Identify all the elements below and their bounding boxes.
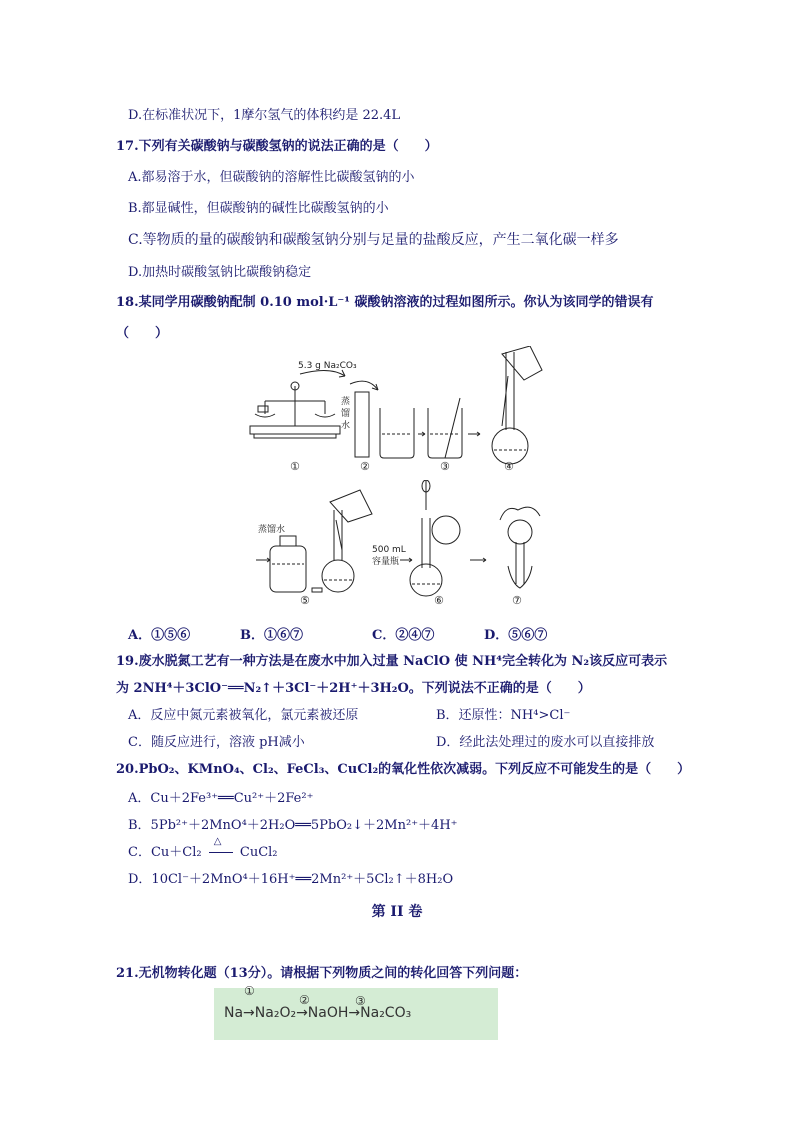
q17-option-d: D.加热时碳酸氢钠比碳酸钠稳定 (128, 265, 312, 280)
reaction-line (209, 852, 233, 853)
flask-name-label: 容量瓶 (372, 557, 400, 567)
step-2-label: ② (360, 460, 370, 473)
q18-option-b: B．①⑥⑦ (240, 628, 303, 643)
q20-option-a: A．Cu＋2Fe³⁺══Cu²⁺＋2Fe²⁺ (128, 791, 314, 806)
q19-option-d: D．经此法处理过的废水可以直接排放 (436, 735, 655, 750)
step-1-label: ① (290, 460, 300, 473)
q20-stem: 20.PbO₂、KMnO₄、Cl₂、FeCl₃、CuCl₂的氧化性依次减弱。下列反应不可能发生的是（ ） (116, 762, 691, 777)
q20-option-b: B．5Pb²⁺＋2MnO⁴＋2H₂O══5PbO₂↓＋2Mn²⁺＋4H⁺ (128, 818, 458, 833)
step-marker-1: ① (244, 984, 255, 998)
conversion-chain: Na→Na₂O₂→NaOH→Na₂CO₃ (224, 1005, 412, 1021)
na2co3-label: 5.3 g Na₂CO₃ (298, 361, 357, 371)
flask-volume-label: 500 mL (372, 545, 406, 555)
q19-stem: 19.废水脱氮工艺有一种方法是在废水中加入过量 NaClO 使 NH⁴完全转化为 N₂该反应可表示 (116, 654, 668, 669)
q17-stem: 17.下列有关碳酸钠与碳酸氢钠的说法正确的是（ ） (116, 139, 438, 154)
q18-stem-blank: （ ） (116, 326, 169, 341)
q20-option-d: D．10Cl⁻＋2MnO⁴＋16H⁺══2Mn²⁺＋5Cl₂↑＋8H₂O (128, 872, 454, 887)
q18-option-c: C．②④⑦ (372, 628, 435, 643)
step-marker-3: ③ (355, 994, 366, 1008)
svg-text:水: 水 (341, 421, 351, 431)
q21-stem: 21.无机物转化题（13分）。请根据下列物质之间的转化回答下列问题： (116, 966, 528, 981)
step-3-label: ③ (440, 460, 450, 473)
svg-text:馏: 馏 (341, 409, 351, 419)
q19-option-a: A．反应中氮元素被氧化，氯元素被还原 (128, 708, 359, 723)
q17-option-b: B.都显碱性，但碳酸钠的碱性比碳酸氢钠的小 (128, 201, 389, 216)
q19-equation: 为 2NH⁴＋3ClO⁻══N₂↑＋3Cl⁻＋2H⁺＋3H₂O。下列说法不正确的是（ ） (116, 681, 591, 696)
q18-option-a: A．①⑤⑥ (128, 628, 191, 643)
q19-option-b: B．还原性：NH⁴>Cl⁻ (436, 708, 571, 723)
step-4-label: ④ (504, 460, 514, 473)
q19-option-c: C．随反应进行，溶液 pH减小 (128, 735, 305, 750)
q20-option-c (128, 836, 278, 860)
q17-option-a: A.都易溶于水，但碳酸钠的溶解性比碳酸氢钠的小 (128, 170, 415, 185)
q20-c-reactants: C．Cu＋Cl₂ (128, 845, 202, 860)
water-label-1: 蒸 (341, 397, 351, 407)
q18-figure-top (240, 346, 560, 474)
step-6-label: ⑥ (434, 594, 444, 607)
step-5-label: ⑤ (300, 594, 310, 607)
q18-stem: 18.某同学用碳酸钠配制 0.10 mol·L⁻¹ 碳酸钠溶液的过程如图所示。你认为该同学的错误有 (116, 295, 654, 310)
water-label-2: 蒸馏水 (258, 525, 286, 535)
q16-option-d: D.在标准状况下，1摩尔氢气的体积约是 22.4L (128, 108, 401, 123)
step-marker-2: ② (299, 993, 310, 1007)
q17-option-c: C.等物质的量的碳酸钠和碳酸氢钠分别与足量的盐酸反应，产生二氧化碳一样多 (128, 232, 619, 248)
delta-sign: △ (213, 836, 222, 847)
q20-c-product: CuCl₂ (239, 845, 278, 860)
q20-c-heat-condition (206, 836, 236, 860)
section-2-heading: 第 II 卷 (371, 904, 423, 920)
q18-option-d: D．⑤⑥⑦ (484, 628, 548, 643)
step-7-label: ⑦ (512, 594, 522, 607)
q18-figure-bottom (250, 480, 560, 610)
